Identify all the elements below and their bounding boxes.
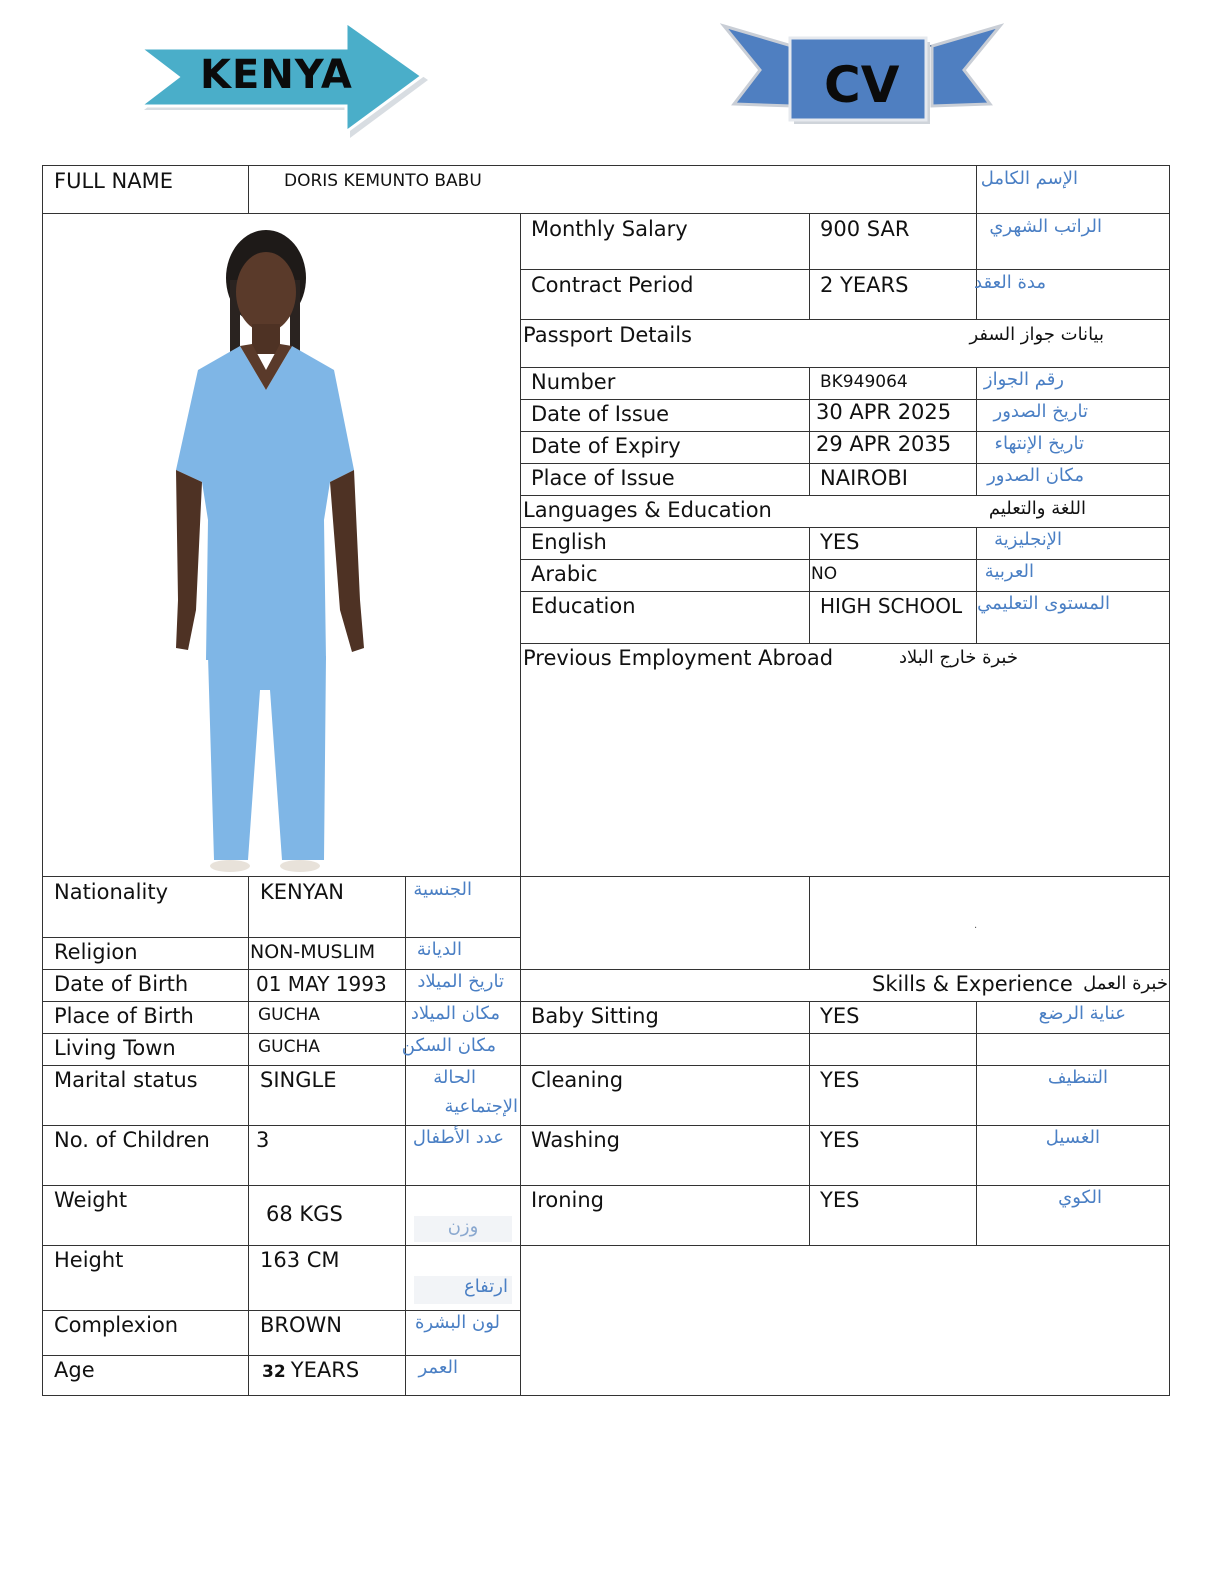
- nationality-label: Nationality: [54, 880, 169, 904]
- passport-heading: Passport Details: [523, 323, 692, 347]
- religion-ar: الديانة: [416, 939, 462, 960]
- complexion-ar: لون البشرة: [414, 1312, 500, 1333]
- marital-ar: الحالة: [433, 1067, 476, 1088]
- age-label: Age: [54, 1358, 95, 1382]
- expiry-date-value: 29 APR 2035: [816, 432, 952, 456]
- marital-label: Marital status: [54, 1068, 198, 1092]
- issue-date-label: Date of Issue: [531, 402, 670, 426]
- washing-ar: الغسيل: [1045, 1127, 1100, 1148]
- ironing-label: Ironing: [531, 1188, 604, 1212]
- baby-sitting-ar: عناية الرضع: [1038, 1003, 1126, 1024]
- nationality-value: KENYAN: [260, 880, 345, 904]
- age-number: 32: [262, 1362, 286, 1382]
- washing-value: YES: [820, 1128, 860, 1152]
- skills-blank-mid: [809, 1033, 977, 1066]
- cv-banner: [720, 20, 1004, 130]
- marital-ar-line2: الإجتماعية: [444, 1096, 518, 1117]
- marital-value: SINGLE: [260, 1068, 337, 1092]
- height-value: 163 CM: [260, 1248, 340, 1272]
- salary-value: 900 SAR: [820, 217, 910, 241]
- living-town-label: Living Town: [54, 1036, 176, 1060]
- cleaning-value: YES: [820, 1068, 860, 1092]
- contract-period-ar: مدة العقد: [974, 272, 1046, 293]
- expiry-date-ar: تاريخ الإنتهاء: [994, 433, 1084, 454]
- education-label: Education: [531, 594, 636, 618]
- stray-dot: .: [974, 920, 978, 931]
- dob-ar: تاريخ الميلاد: [417, 971, 504, 992]
- skills-blank-right: [976, 1033, 1170, 1066]
- height-label: Height: [54, 1248, 124, 1272]
- arabic-label: Arabic: [531, 562, 598, 586]
- employment-heading-ar: خبرة خارج البلاد: [899, 647, 1018, 668]
- passport-number-label: Number: [531, 370, 616, 394]
- pob-value: GUCHA: [258, 1005, 320, 1025]
- ironing-ar: الكوي: [1058, 1187, 1102, 1208]
- employment-heading: Previous Employment Abroad: [523, 646, 834, 670]
- children-value: 3: [256, 1128, 270, 1152]
- children-label: No. of Children: [54, 1128, 210, 1152]
- education-value: HIGH SCHOOL: [820, 594, 963, 618]
- cleaning-label: Cleaning: [531, 1068, 624, 1092]
- cleaning-ar: التنظيف: [1047, 1067, 1108, 1088]
- full-name-label: FULL NAME: [54, 169, 173, 193]
- arabic-ar: العربية: [984, 561, 1034, 582]
- full-name-ar: الإسم الكامل: [980, 168, 1078, 189]
- document-title: CV: [824, 56, 900, 114]
- dob-label: Date of Birth: [54, 972, 189, 996]
- issue-date-value: 30 APR 2025: [816, 400, 952, 424]
- children-ar: عدد الأطفال: [412, 1127, 504, 1148]
- arabic-value: NO: [811, 564, 838, 584]
- passport-number-ar: رقم الجواز: [983, 369, 1064, 390]
- english-ar: الإنجليزية: [994, 529, 1062, 550]
- nationality-ar: الجنسية: [413, 879, 472, 900]
- complexion-value: BROWN: [260, 1313, 343, 1337]
- religion-label: Religion: [54, 940, 138, 964]
- issue-place-ar: مكان الصدور: [987, 465, 1084, 486]
- dob-value: 01 MAY 1993: [256, 972, 387, 996]
- pob-label: Place of Birth: [54, 1004, 194, 1028]
- height-ar: ارتفاع: [414, 1276, 512, 1304]
- issue-place-value: NAIROBI: [820, 466, 908, 490]
- skills-heading: Skills & Experience: [872, 972, 1073, 996]
- languages-heading: Languages & Education: [523, 498, 772, 522]
- religion-value: NON-MUSLIM: [250, 941, 376, 963]
- issue-date-ar: تاريخ الصدور: [993, 401, 1088, 422]
- employment-blank-cell-right: [809, 876, 1170, 970]
- skills-bottom-blank: [520, 1245, 1170, 1396]
- english-value: YES: [820, 530, 860, 554]
- expiry-date-label: Date of Expiry: [531, 434, 681, 458]
- baby-sitting-value: YES: [820, 1004, 860, 1028]
- pob-ar: مكان الميلاد: [410, 1003, 500, 1024]
- living-town-value: GUCHA: [258, 1037, 320, 1057]
- issue-place-label: Place of Issue: [531, 466, 675, 490]
- skills-heading-ar: خبرة العمل: [1083, 973, 1168, 994]
- children-value-cell: [248, 1125, 406, 1186]
- employment-cell: [520, 643, 1170, 877]
- education-ar: المستوى التعليمي: [977, 593, 1110, 614]
- full-name-value: DORIS KEMUNTO BABU: [284, 171, 482, 191]
- washing-label: Washing: [531, 1128, 621, 1152]
- english-label: English: [531, 530, 607, 554]
- weight-label: Weight: [54, 1188, 128, 1212]
- baby-sitting-label: Baby Sitting: [531, 1004, 659, 1028]
- country-title: KENYA: [200, 52, 353, 98]
- portrait-photo: [130, 220, 380, 874]
- passport-heading-ar: بيانات جواز السفر: [969, 324, 1104, 345]
- age-unit: YEARS: [290, 1358, 360, 1382]
- contract-period-label: Contract Period: [531, 273, 694, 297]
- salary-ar: الراتب الشهري: [989, 216, 1102, 237]
- languages-heading-ar: اللغة والتعليم: [988, 498, 1086, 519]
- kenya-banner: [138, 18, 430, 144]
- employment-blank-cell-left: [520, 876, 810, 970]
- complexion-label: Complexion: [54, 1313, 179, 1337]
- weight-ar: وزن: [414, 1216, 512, 1242]
- passport-number-value: BK949064: [820, 372, 908, 392]
- salary-label: Monthly Salary: [531, 217, 688, 241]
- weight-value: 68 KGS: [266, 1202, 343, 1226]
- contract-period-value: 2 YEARS: [820, 273, 909, 297]
- age-value: [262, 1358, 359, 1382]
- living-town-ar: مكان السكن: [401, 1035, 496, 1056]
- skills-blank-left: [520, 1033, 810, 1066]
- age-ar: العمر: [418, 1357, 458, 1378]
- ironing-value: YES: [820, 1188, 860, 1212]
